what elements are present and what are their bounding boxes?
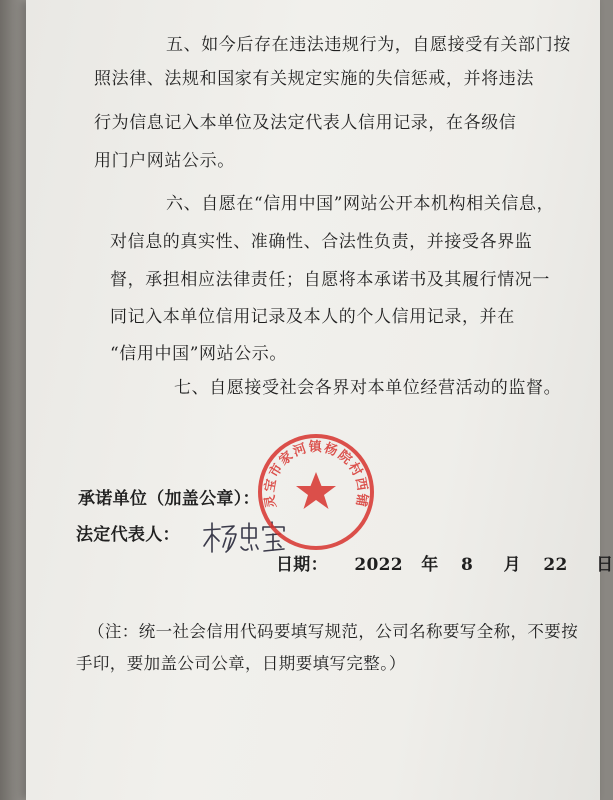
item5-line-4: 用门户网站公示。 <box>94 151 235 171</box>
seal-text: 灵宝市家河镇杨院村西铺 <box>262 440 370 509</box>
date-line <box>276 554 613 576</box>
official-seal-stamp <box>256 432 376 552</box>
item6-line-1: 六、自愿在“信用中国”网站公开本机构相关信息， <box>166 194 555 214</box>
date-year: 2022 <box>354 555 403 575</box>
note-line-2: 手印，要加盖公司公章，日期要填写完整。） <box>76 654 406 673</box>
item5-line-2: 照法律、法规和国家有关规定实施的失信惩戒，并将违法 <box>94 69 534 89</box>
seal-star-icon <box>296 472 336 509</box>
item5-line-3: 行为信息记入本单位及法定代表人信用记录，在各级信 <box>94 113 517 133</box>
note-line-1: （注：统一社会信用代码要填写规范，公司名称要写全称，不要按 <box>88 622 579 641</box>
photo-edge-shadow <box>0 0 26 800</box>
unit-label: 承诺单位（加盖公章）： <box>78 489 260 509</box>
item6-line-2: 对信息的真实性、准确性、合法性负责，并接受各界监 <box>110 232 533 252</box>
date-month: 8 <box>461 555 474 575</box>
item6-line-5: “信用中国”网站公示。 <box>110 344 287 364</box>
item6-line-3: 督，承担相应法律责任；自愿将本承诺书及其履行情况一 <box>110 270 550 290</box>
date-year-unit: 年 <box>421 555 439 575</box>
item7-line: 七、自愿接受社会各界对本单位经营活动的监督。 <box>174 378 562 398</box>
date-day: 22 <box>543 555 568 575</box>
date-label: 日期： <box>276 555 328 575</box>
legal-rep-label: 法定代表人： <box>76 525 180 545</box>
document-page <box>26 0 613 800</box>
date-month-unit: 月 <box>503 555 521 575</box>
item6-line-4: 同记入本单位信用记录及本人的个人信用记录，并在 <box>110 307 515 327</box>
date-day-unit: 日 <box>596 555 613 575</box>
item5-line-1: 五、如今后存在违法违规行为，自愿接受有关部门按 <box>166 35 571 55</box>
